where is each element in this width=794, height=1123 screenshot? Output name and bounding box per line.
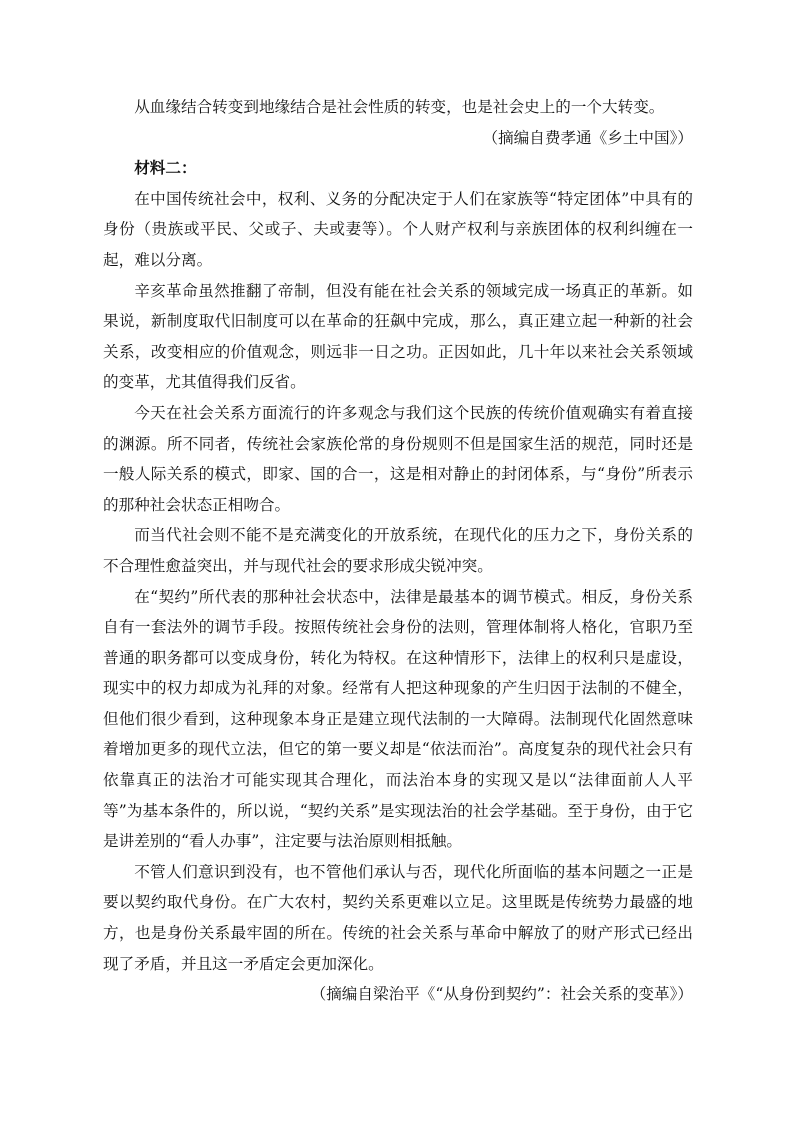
- paragraph-traditional-values: 今天在社会关系方面流行的许多观念与我们这个民族的传统价值观确实有着直接的渊源。所不同者，传统社会家族伦常的身份规则不但是国家生活的规范，同时还是一般人际关系的模式，即家、国的合一，这是相对静止的封闭体系，与“身份”所表示的那种社会状态正相吻合。: [103, 403, 693, 514]
- paragraph-contract-law: 在“契约”所代表的那种社会状态中，法律是最基本的调节模式。相反，身份关系自有一套法外的调节手段。按照传统社会身份的法则，管理体制将人格化，官职乃至普通的职务都可以变成身份，转化为特权。在这种情形下，法律上的权利只是虚设，现实中的权力却成为礼拜的对象。经常有人把这种现象的产生归因于法制的不健全，但他们很少看到，这种现象本身正是建立现代法制的一大障碍。法制现代化固然意味着增加更多的现代立法，但它的第一要义却是“依法而治”。高度复杂的现代社会只有依靠真正的法治才可能实现其合理化，而法治本身的实现又是以“法律面前人人平等”为基本条件的，所以说，“契约关系”是实现法治的社会学基础。至于身份，由于它是讲差别的“看人办事”，注定要与法治原则相抵触。: [103, 587, 693, 851]
- paragraph-identity-rights: 在中国传统社会中，权利、义务的分配决定于人们在家族等“特定团体”中具有的身份（贵族或平民、父或子、夫或妻等）。个人财产权利与亲族团体的权利纠缠在一起，难以分离。: [103, 189, 693, 269]
- source-citation-fei-xiaotong: （摘编自费孝通《乡土中国》）: [482, 128, 693, 147]
- paragraph-xinhai-revolution: 辛亥革命虽然推翻了帝制，但没有能在社会关系的领域完成一场真正的革新。如果说，新制度取代旧制度可以在革命的狂飙中完成，那么，真正建立起一种新的社会关系，改变相应的价值观念，则远非一日之功。正因如此，几十年以来社会关系领域的变革，尤其值得我们反省。: [103, 281, 693, 392]
- material-two-heading: 材料二：: [134, 158, 197, 178]
- paragraph-modernization: 不管人们意识到没有，也不管他们承认与否，现代化所面临的基本问题之一正是要以契约取代身份。在广大农村，契约关系更难以立足。这里既是传统势力最盛的地方，也是身份关系最牢固的所在。传统的社会关系与革命中解放了的财产形式已经出现了矛盾，并且这一矛盾定会更加深化。: [103, 862, 693, 973]
- document-body: [103, 92, 693, 1010]
- intro-conclusion-paragraph: 从血缘结合转变到地缘结合是社会性质的转变，也是社会史上的一个大转变。: [134, 98, 665, 116]
- paragraph-modern-society: 而当代社会则不能不是充满变化的开放系统，在现代化的压力之下，身份关系的不合理性愈益突出，并与现代社会的要求形成尖锐冲突。: [103, 526, 693, 575]
- source-citation-liang-zhiping: （摘编自梁治平《“从身份到契约”：社会关系的变革》）: [310, 985, 693, 1004]
